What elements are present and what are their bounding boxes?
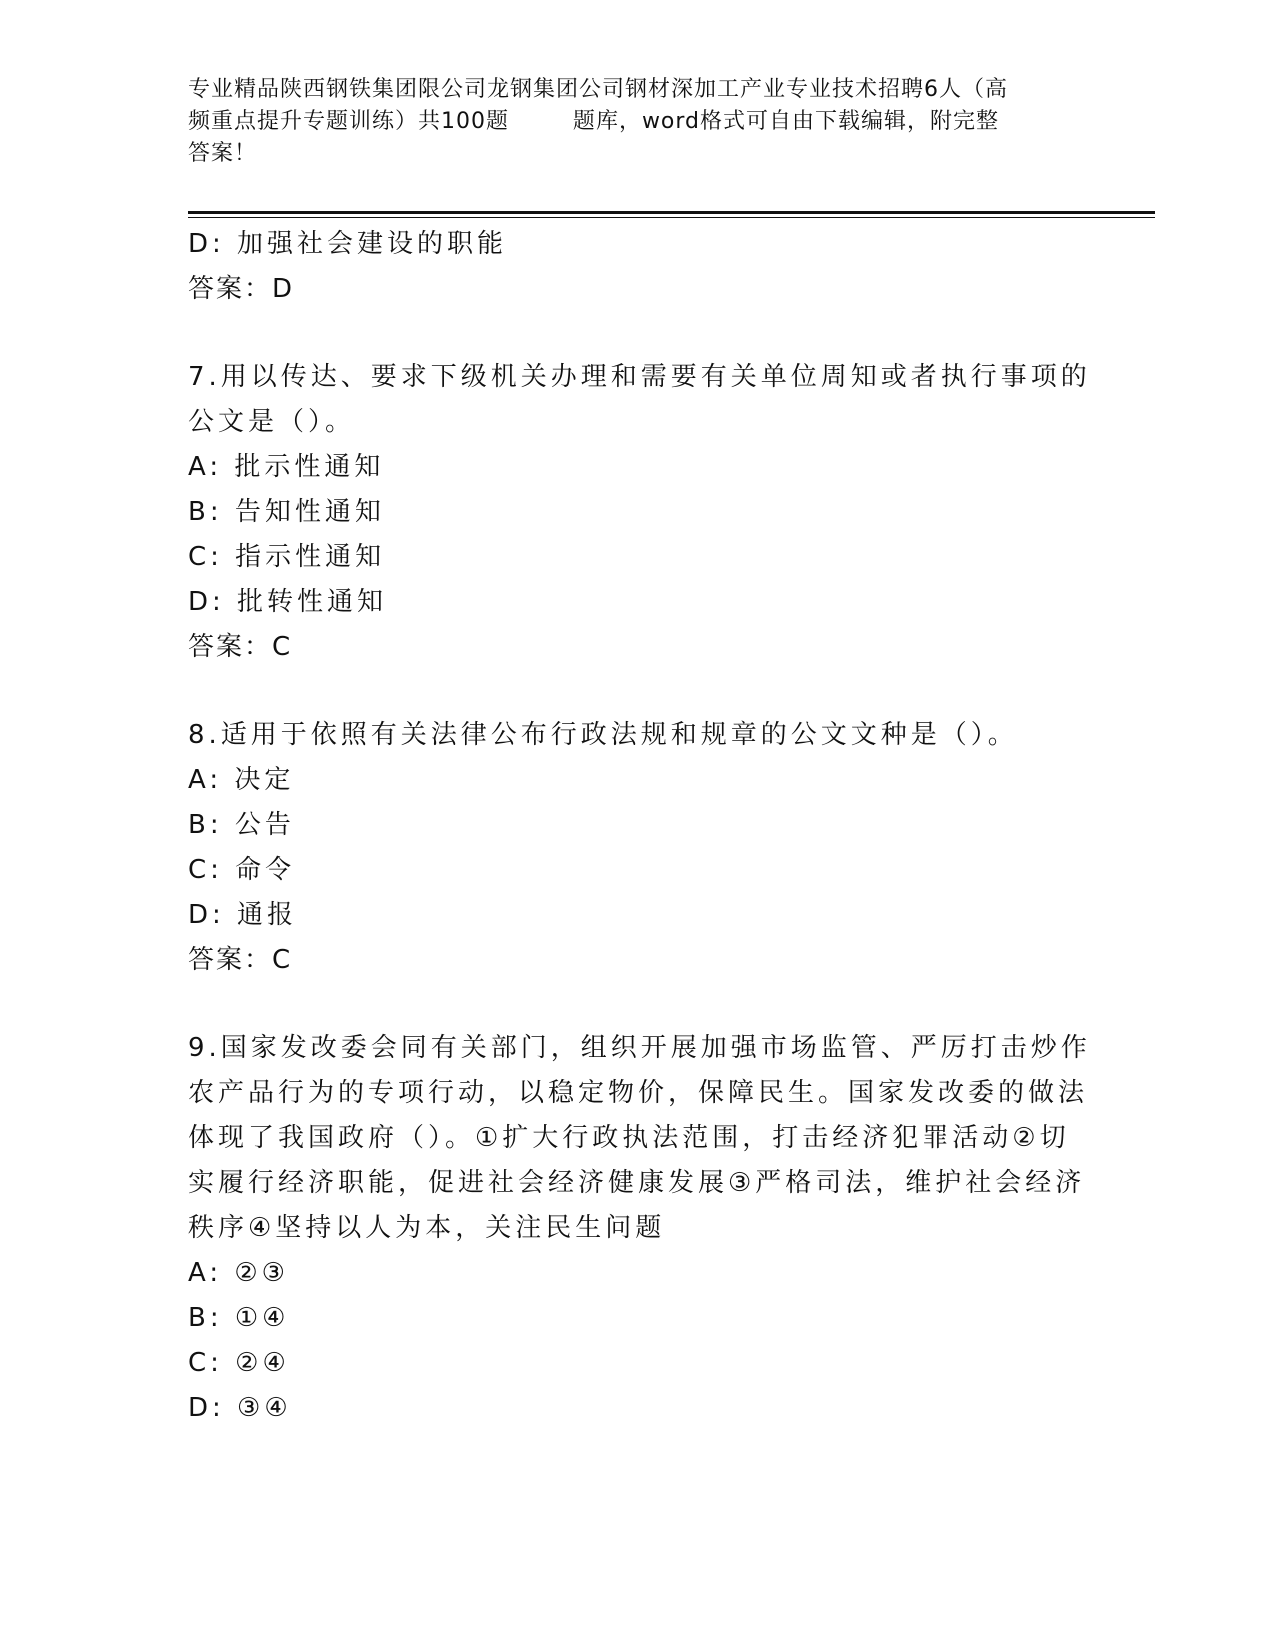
question-list (188, 222, 1091, 1431)
question-7 (188, 355, 1091, 670)
header-divider-thin (188, 217, 1155, 218)
option-a: A: 决定 (188, 765, 295, 795)
option-c: C: 命令 (188, 855, 296, 885)
option-b: B: 公告 (188, 810, 295, 840)
answer-line: 答案：C (188, 945, 293, 975)
question-stem-line: 7.用以传达、要求下级机关办理和需要有关单位周知或者执行事项的 (188, 362, 1091, 392)
answer-line: 答案：D (188, 274, 295, 304)
option-d: D: 加强社会建设的职能 (188, 229, 508, 259)
header-title-line-2: 频重点提升专题训练）共100题 题库，word格式可自由下载编辑，附完整 (188, 109, 1000, 134)
spacer (188, 670, 1088, 713)
option-c: C: ②④ (188, 1348, 290, 1378)
document-header (188, 74, 1088, 170)
option-d: D: 通报 (188, 900, 298, 930)
spacer (188, 312, 1088, 355)
question-stem-line: 8.适用于依照有关法律公布行政法规和规章的公文文种是（）。 (188, 720, 1018, 750)
answer-line: 答案：C (188, 632, 293, 662)
question-9 (188, 1026, 1091, 1431)
option-b: B: 告知性通知 (188, 497, 385, 527)
previous-question-tail (188, 222, 1088, 312)
option-b: B: ①④ (188, 1303, 290, 1333)
question-stem-line: 农产品行为的专项行动，以稳定物价，保障民生。国家发改委的做法 (188, 1078, 1089, 1108)
option-c: C: 指示性通知 (188, 542, 386, 572)
question-stem-line: 实履行经济职能，促进社会经济健康发展③严格司法，维护社会经济 (188, 1168, 1086, 1198)
spacer (188, 983, 1088, 1026)
option-d: D: ③④ (188, 1393, 292, 1423)
option-a: A: 批示性通知 (188, 452, 385, 482)
option-a: A: ②③ (188, 1258, 289, 1288)
question-stem-line: 公文是（）。 (188, 407, 356, 437)
question-stem-line: 9.国家发改委会同有关部门，组织开展加强市场监管、严厉打击炒作 (188, 1033, 1091, 1063)
question-stem-line: 体现了我国政府（）。①扩大行政执法范围，打击经济犯罪活动②切 (188, 1123, 1070, 1153)
header-divider-thick (188, 211, 1155, 214)
header-title-line-3: 答案！ (188, 141, 258, 166)
question-stem-line: 秩序④坚持以人为本，关注民生问题 (188, 1213, 666, 1243)
question-8 (188, 713, 1088, 983)
header-title-line-1: 专业精品陕西钢铁集团限公司龙钢集团公司钢材深加工产业专业技术招聘6人（高 (188, 77, 1008, 102)
option-d: D: 批转性通知 (188, 587, 388, 617)
